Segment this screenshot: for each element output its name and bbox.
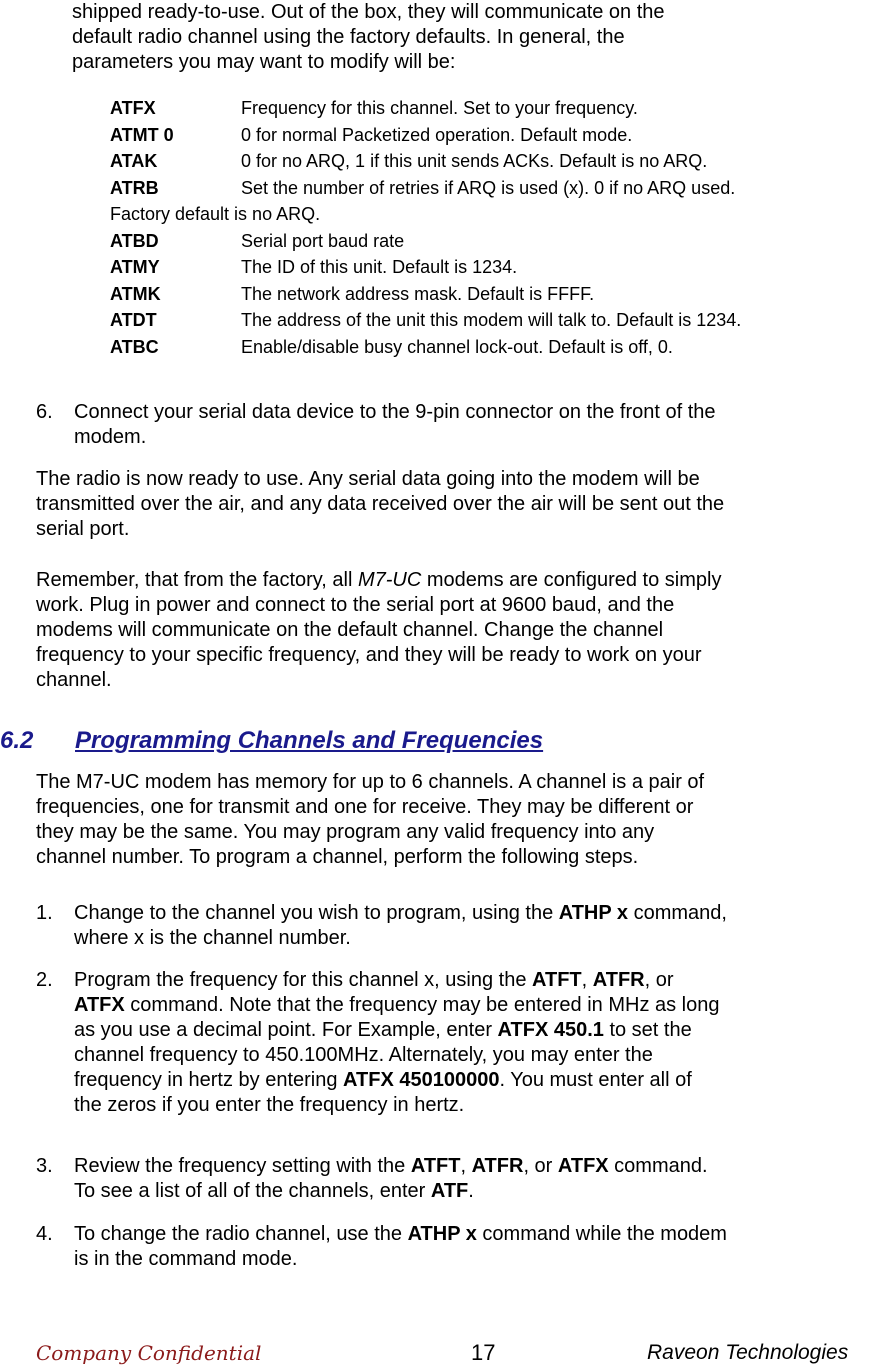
command-code: ATFX bbox=[557, 1155, 609, 1177]
text-line: channel frequency to 450.100MHz. Alternately, you may enter the bbox=[74, 1044, 653, 1066]
param-row bbox=[110, 95, 890, 122]
command-code: ATFX bbox=[74, 994, 125, 1016]
list-text bbox=[74, 400, 716, 450]
text-line: channel number. To program a channel, perform the following steps. bbox=[36, 846, 639, 868]
text-line: modems will communicate on the default channel. Change the channel bbox=[36, 619, 664, 641]
text-line: Remember, that from the factory, all M7-UC modems are configured to simply bbox=[36, 569, 722, 591]
text-line: default radio channel using the factory defaults. In general, the bbox=[72, 26, 625, 48]
list-text bbox=[74, 1222, 727, 1272]
param-description: 0 for normal Packetized operation. Default mode. bbox=[241, 124, 633, 145]
section-intro-paragraph bbox=[36, 770, 886, 870]
text-line: shipped ready-to-use. Out of the box, they will communicate on the bbox=[72, 1, 665, 23]
command-code: ATFT bbox=[532, 969, 582, 991]
text-line: Review the frequency setting with the ATFT, ATFR, or ATFX command. bbox=[74, 1155, 708, 1177]
text-line: frequency in hertz by entering ATFX 450100000. You must enter all of bbox=[74, 1069, 692, 1091]
text-line: Program the frequency for this channel x, using the ATFT, ATFR, or bbox=[74, 969, 674, 991]
text-line: ATFX command. Note that the frequency may be entered in MHz as long bbox=[74, 994, 720, 1016]
model-name: M7-UC bbox=[357, 569, 422, 591]
param-description: The network address mask. Default is FFFF. bbox=[241, 283, 595, 304]
command-code: ATHP x bbox=[407, 1223, 477, 1245]
param-description: Enable/disable busy channel lock-out. Default is off, 0. bbox=[241, 336, 673, 357]
section-heading bbox=[0, 727, 543, 755]
command-code: ATFX 450100000 bbox=[343, 1069, 500, 1091]
remember-paragraph bbox=[36, 568, 895, 693]
section-title: Programming Channels and Frequencies bbox=[75, 727, 544, 754]
list-text bbox=[74, 1154, 708, 1204]
param-row-continuation bbox=[110, 201, 890, 228]
param-description: The ID of this unit. Default is 1234. bbox=[241, 257, 518, 277]
param-command: ATFX bbox=[110, 98, 156, 118]
param-row bbox=[110, 148, 890, 175]
text-line: work. Plug in power and connect to the serial port at 9600 baud, and the bbox=[36, 594, 675, 616]
param-command: ATMK bbox=[110, 283, 161, 304]
intro-paragraph bbox=[72, 0, 872, 75]
list-number: 1. bbox=[36, 902, 53, 924]
text-line: Change to the channel you wish to program, using the ATHP x command, bbox=[74, 902, 727, 924]
param-description: 0 for no ARQ, 1 if this unit sends ACKs. Default is no ARQ. bbox=[241, 151, 708, 171]
command-code: ATFR bbox=[471, 1155, 524, 1177]
param-row bbox=[110, 228, 890, 255]
param-description: Frequency for this channel. Set to your frequency. bbox=[241, 98, 638, 118]
footer-page-number: 17 bbox=[471, 1340, 496, 1365]
command-code: ATFT bbox=[410, 1155, 461, 1177]
text-line: parameters you may want to modify will be: bbox=[72, 51, 456, 73]
text-line: serial port. bbox=[36, 518, 130, 540]
param-description: The address of the unit this modem will talk to. Default is 1234. bbox=[241, 310, 742, 330]
text-line: The radio is now ready to use. Any serial data going into the modem will be bbox=[36, 468, 700, 490]
param-command: ATBD bbox=[110, 230, 159, 251]
param-command: ATDT bbox=[110, 310, 157, 330]
param-row bbox=[110, 307, 890, 334]
section-number: 6.2 bbox=[0, 727, 34, 754]
param-row bbox=[110, 122, 890, 149]
list-number: 2. bbox=[36, 969, 53, 991]
param-row bbox=[110, 175, 890, 202]
list-number: 6. bbox=[36, 401, 53, 423]
text-line: To see a list of all of the channels, enter ATF. bbox=[74, 1180, 474, 1202]
text-line: where x is the channel number. bbox=[74, 927, 351, 949]
param-description: Serial port baud rate bbox=[241, 230, 405, 251]
list-number: 3. bbox=[36, 1155, 53, 1177]
param-command: ATMT 0 bbox=[110, 124, 174, 145]
command-code: ATHP x bbox=[558, 902, 629, 924]
param-command: ATAK bbox=[110, 151, 158, 171]
param-command: ATBC bbox=[110, 336, 159, 357]
text-line: frequencies, one for transmit and one for receive. They may be different or bbox=[36, 796, 694, 818]
param-command: ATRB bbox=[110, 177, 159, 198]
param-description: Set the number of retries if ARQ is used (x). 0 if no ARQ used. bbox=[241, 177, 736, 198]
command-code: ATFR bbox=[592, 969, 645, 991]
text-line: frequency to your specific frequency, and they will be ready to work on your bbox=[36, 644, 702, 666]
text-line: channel. bbox=[36, 669, 112, 691]
text-line: the zeros if you enter the frequency in hertz. bbox=[74, 1094, 465, 1116]
param-command: ATMY bbox=[110, 257, 160, 277]
param-row bbox=[110, 254, 890, 281]
text-line: as you use a decimal point. For Example, enter ATFX 450.1 to set the bbox=[74, 1019, 692, 1041]
command-code: ATFX 450.1 bbox=[497, 1019, 604, 1041]
text-line: To change the radio channel, use the ATHP x command while the modem bbox=[74, 1223, 727, 1245]
footer-confidential: Company Confidential bbox=[36, 1341, 262, 1365]
list-number: 4. bbox=[36, 1223, 53, 1245]
parameter-list bbox=[110, 95, 890, 360]
text-line: The M7-UC modem has memory for up to 6 channels. A channel is a pair of bbox=[36, 771, 705, 793]
param-description: Factory default is no ARQ. bbox=[110, 204, 321, 224]
ready-paragraph bbox=[36, 467, 895, 542]
text-line: transmitted over the air, and any data received over the air will be sent out the bbox=[36, 493, 725, 515]
param-row bbox=[110, 334, 890, 361]
text-line: is in the command mode. bbox=[74, 1248, 298, 1270]
text-line: Connect your serial data device to the 9-pin connector on the front of the bbox=[74, 401, 716, 423]
footer-company: Raveon Technologies bbox=[647, 1341, 849, 1364]
command-code: ATF bbox=[430, 1180, 469, 1202]
list-text bbox=[74, 901, 727, 951]
text-line: modem. bbox=[74, 426, 147, 448]
text-line: they may be the same. You may program any valid frequency into any bbox=[36, 821, 655, 843]
param-row bbox=[110, 281, 890, 308]
list-text bbox=[74, 968, 720, 1118]
